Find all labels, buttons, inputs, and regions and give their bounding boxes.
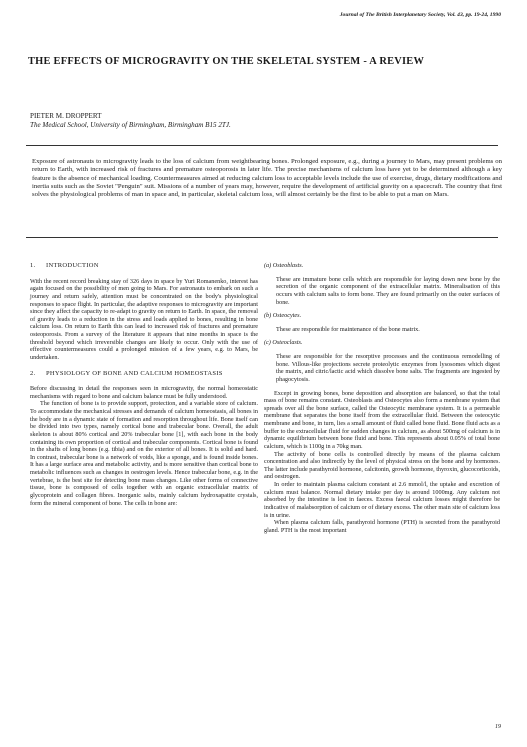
- cell-type-label: (a) Osteoblasts.: [264, 262, 304, 269]
- page-number: 19: [495, 724, 501, 730]
- author-affiliation: The Medical School, University of Birmingham, Birmingham B15 2TJ.: [30, 121, 231, 129]
- cell-type-label: (c) Osteoclasts.: [264, 339, 303, 347]
- body-paragraph: The activity of bone cells is controlled directly by means of the plasma calcium concentration and also indirectly by the level of physical stress on the bone and by hormones. The latter include parathyroid hormone, calcitonin, growth hormone, thyroxin, glucocorticoids, and oestrogen.: [264, 450, 500, 481]
- section-heading-physiology: [30, 370, 258, 378]
- author-block: [30, 112, 231, 130]
- bottom-rule: [26, 237, 498, 238]
- body-paragraph: When plasma calcium falls, parathyroid hormone (PTH) is secreted from the parathyroid gland. PTH is the most important: [264, 519, 500, 534]
- left-column: [30, 262, 258, 507]
- cell-type-label: (b) Osteocytes.: [264, 312, 302, 320]
- cell-type-description: These are responsible for maintenance of the bone matrix.: [276, 325, 420, 333]
- journal-citation: Journal of The British Interplanetary Society, Vol. 43, pp. 19-24, 1990: [339, 12, 501, 18]
- section-heading-introduction: [30, 262, 258, 270]
- section-title: INTRODUCTION: [46, 262, 99, 269]
- abstract: Exposure of astronauts to microgravity leads to the loss of calcium from weightbearing bones. Prolonged exposure, e.g., during a journey to Mars, may present problems on return to Earth, with increased risk of fractures and premature osteoporosis in later life. The precise mechanisms of calcium loss have yet to be determined although a key feature is the absence of mechanical loading. Countermeasures aimed at reducing calcium loss to acceptable levels include the use of exercise, drugs, dietary modifications and inertia suits such as the Soviet "Penguin" suit. Missions of a number of years may, however, require the development of artificial gravity on a spacecraft. The country that first solves the physiological problems of man in space and, in particular, skeletal calcium loss, will almost certainly be the first to be able to put a man on Mars.: [32, 158, 502, 198]
- intro-paragraph: With the recent record breaking stay of 326 days in space by Yuri Romanenko, interest has again focused on the possibility of men going to Mars. For astronauts to embark on such a journey and return safely, attention must be concentrated on the body's physiological responses to space flight. In particular, the adaptive responses to microgravity are important since they affect the capacity to re-adapt to gravity on return to Earth. In space, the removal of gravity leads to a reduction in the stress and loads applied to bones, resulting in bone calcium loss. On return to Earth this can lead to increased risk of fractures and premature osteoporosis. From a survey of the literature it appears that nine months in space is the threshold beyond which irreversible changes are likely to occur. Only with the use of effective countermeasures could a prolonged mission of a few years, e.g. to Mars, be undertaken.: [30, 277, 258, 361]
- top-rule: [26, 145, 498, 146]
- body-paragraph: The function of bone is to provide support, protection, and a variable store of calcium. To accommodate the mechanical stresses and demands of calcium homeostasis, all bones in the body are in a dynamic state of formation and resorption throughout life. Bone itself can be divided into two types, namely cortical bone and trabecular bone. Overall, the adult skeleton is about 80% cortical and 20% trabecular bone [1], with each bone in the body containing its own proportion of cortical and trabecular components. Cortical bone is found in the shafts of long bones (e.g. tibia) and on the exterior of all bones. It is solid and hard. In contrast, trabecular bone is a network of voids, like a sponge, and is found inside bones. It has a large surface area and metabolic activity, and is more sensitive than cortical bone to metabolic influences such as changes in oestrogen levels. Hence trabecular bone, e.g. in the vertebrae, is the best site for detecting bone mass changes. Like other forms of connective tissue, bone is composed of cells together with an organic extracellular matrix of glycoprotein and collagen fibres. Inorganic salts, mainly calcium hydroxapatite crystals, form the mineral component of bone. The cells in bone are:: [30, 400, 258, 507]
- paper-title: THE EFFECTS OF MICROGRAVITY ON THE SKELETAL SYSTEM - A REVIEW: [28, 56, 425, 67]
- section-number: 1.: [30, 262, 36, 269]
- body-paragraph: Before discussing in detail the responses seen in microgravity, the normal homeostatic mechanisms with regard to bone and calcium balance must be fully understood.: [30, 385, 258, 400]
- body-paragraph: In order to maintain plasma calcium constant at 2.6 mmol/l, the uptake and excretion of calcium must balance. Normal dietary intake per day is around 1000mg. Any calcium not absorbed by the intestine is lost in faeces. Excess faecal calcium losses might therefore be indicative of malabsorption of calcium or of dietary excess. The other main site of calcium loss is in urine.: [264, 481, 500, 519]
- right-column: [264, 262, 500, 534]
- author-name: PIETER M. DROPPERT: [30, 112, 102, 120]
- cell-type-description: These are responsible for the resorptive processes and the continuous remodelling of bone. Villous-like projections secrete proteolytic enzymes from lysosomes which digest the matrix, and citric/lactic acid which dissolve bone salts. The fragments are ingested by phagocytosis.: [276, 353, 500, 383]
- section-number: 2.: [30, 369, 36, 377]
- cell-type-description: These are immature bone cells which are responsible for laying down new bone by the secretion of the organic component of the extracellular matrix. Mineralisation of this occurs with calcium salts to form bone. They are found primarily on the outer surfaces of bone.: [276, 275, 500, 306]
- section-title: PHYSIOLOGY OF BONE AND CALCIUM HOMEOSTASIS: [46, 369, 223, 377]
- body-paragraph: Except in growing bones, bone deposition and absorption are balanced, so that the total mass of bone remains constant. Osteoblasts and Osteocytes also form a membrane system that spreads over all the bone surface, called the Osteocytic membrane system. It is a permeable membrane that separates the bone itself from the extracellular fluid. Between the osteocytic membrane and bone, in turn, lies a small amount of fluid called bone fluid. Bone fluid acts as a buffer to the extracellular fluid for sudden changes in calcium, as about 500mg of calcium is in dynamic equilibrium between bone fluid and bone. This represents about 0.05% of total bone calcium, which is 1100g in a 70kg man.: [264, 389, 500, 450]
